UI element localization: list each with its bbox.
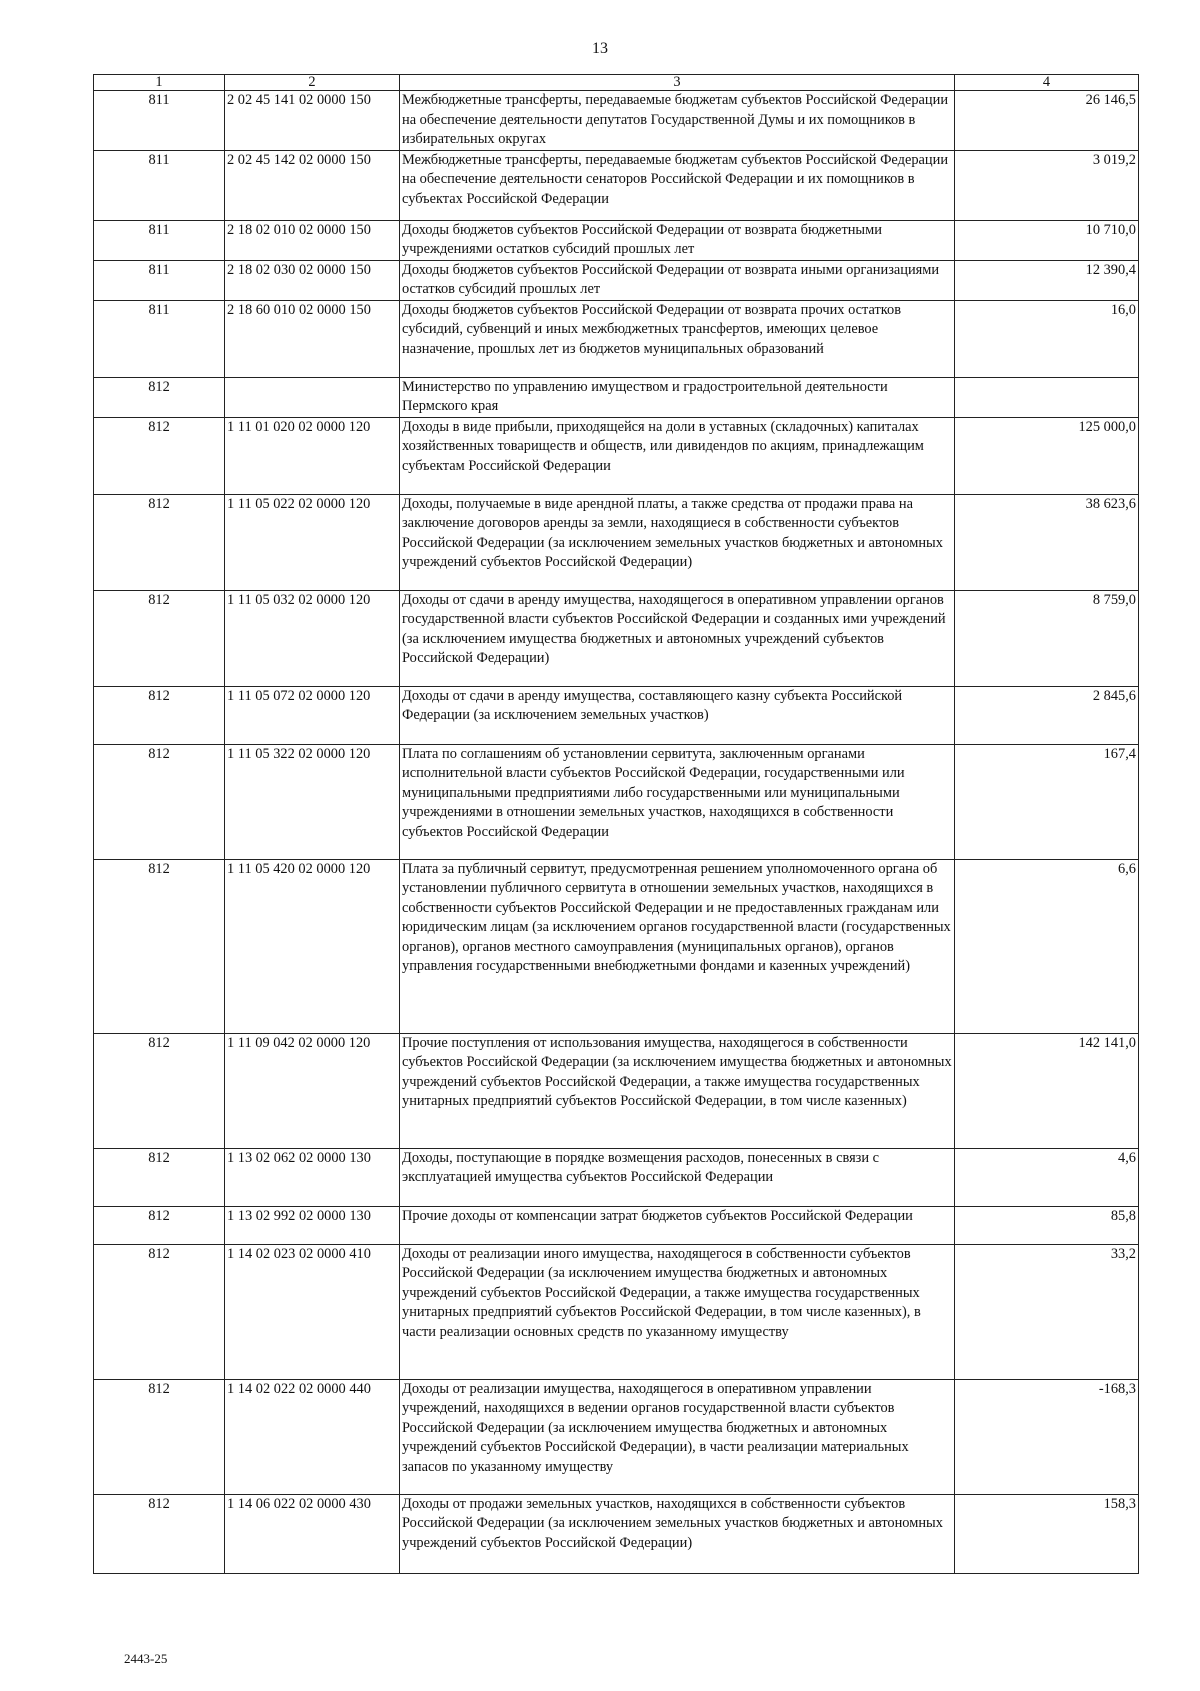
admin-code-cell: 811 bbox=[94, 260, 225, 300]
description-cell: Доходы бюджетов субъектов Российской Федерации от возврата бюджетными учреждениями остатков субсидий прошлых лет bbox=[400, 220, 955, 260]
amount-cell: 33,2 bbox=[955, 1244, 1139, 1379]
budget-code-cell: 2 02 45 141 02 0000 150 bbox=[225, 91, 400, 151]
amount-cell: 85,8 bbox=[955, 1206, 1139, 1244]
table-row bbox=[94, 300, 1139, 377]
amount-cell: 3 019,2 bbox=[955, 150, 1139, 220]
amount-cell: 158,3 bbox=[955, 1494, 1139, 1573]
admin-code-cell: 812 bbox=[94, 494, 225, 590]
header-col-2: 2 bbox=[225, 75, 400, 91]
table-row bbox=[94, 1379, 1139, 1494]
amount-cell: 6,6 bbox=[955, 859, 1139, 1033]
budget-code-cell: 2 02 45 142 02 0000 150 bbox=[225, 150, 400, 220]
admin-code-cell: 811 bbox=[94, 150, 225, 220]
header-col-1: 1 bbox=[94, 75, 225, 91]
table-row bbox=[94, 150, 1139, 220]
amount-cell: 167,4 bbox=[955, 744, 1139, 859]
table-row bbox=[94, 1206, 1139, 1244]
table-row bbox=[94, 377, 1139, 417]
table-row bbox=[94, 494, 1139, 590]
budget-code-cell bbox=[225, 377, 400, 417]
document-id: 2443-25 bbox=[124, 1651, 168, 1666]
table-row bbox=[94, 1148, 1139, 1206]
budget-code-cell: 1 11 01 020 02 0000 120 bbox=[225, 417, 400, 494]
description-cell: Доходы от сдачи в аренду имущества, находящегося в оперативном управлении органов государственной власти субъектов Российской Федерации и созданных ими учреждений (за исключением имущества бюджетных и автономных учреждений субъектов Российской Федерации) bbox=[400, 590, 955, 686]
amount-cell: 12 390,4 bbox=[955, 260, 1139, 300]
description-cell: Доходы от сдачи в аренду имущества, составляющего казну субъекта Российской Федерации (за исключением земельных участков) bbox=[400, 686, 955, 744]
admin-code-cell: 811 bbox=[94, 220, 225, 260]
admin-code-cell: 812 bbox=[94, 744, 225, 859]
description-cell: Доходы от продажи земельных участков, находящихся в собственности субъектов Российской Федерации (за исключением земельных участков бюджетных и автономных учреждений субъектов Российской Федерации) bbox=[400, 1494, 955, 1573]
table-row bbox=[94, 590, 1139, 686]
amount-cell: 10 710,0 bbox=[955, 220, 1139, 260]
amount-cell: 38 623,6 bbox=[955, 494, 1139, 590]
description-cell: Плата по соглашениям об установлении сервитута, заключенным органами исполнительной власти субъектов Российской Федерации, государственными или муниципальными предприятиями либо государственными или муниципальными учреждениями в отношении земельных участков, находящихся в собственности субъектов Российской Федерации bbox=[400, 744, 955, 859]
description-cell: Доходы, получаемые в виде арендной платы, а также средства от продажи права на заключение договоров аренды за земли, находящиеся в собственности субъектов Российской Федерации (за исключением земельных участков бюджетных и автономных учреждений субъектов Российской Федерации) bbox=[400, 494, 955, 590]
budget-code-cell: 1 11 05 322 02 0000 120 bbox=[225, 744, 400, 859]
budget-code-cell: 1 11 05 072 02 0000 120 bbox=[225, 686, 400, 744]
admin-code-cell: 812 bbox=[94, 1244, 225, 1379]
admin-code-cell: 811 bbox=[94, 300, 225, 377]
table-row bbox=[94, 417, 1139, 494]
admin-code-cell: 812 bbox=[94, 1033, 225, 1148]
amount-cell: 2 845,6 bbox=[955, 686, 1139, 744]
table-row bbox=[94, 859, 1139, 1033]
admin-code-cell: 812 bbox=[94, 1494, 225, 1573]
budget-code-cell: 1 11 09 042 02 0000 120 bbox=[225, 1033, 400, 1148]
admin-code-cell: 812 bbox=[94, 1379, 225, 1494]
table-header-row bbox=[94, 75, 1139, 91]
description-cell: Прочие поступления от использования имущества, находящегося в собственности субъектов Российской Федерации (за исключением имущества бюджетных и автономных учреждений субъектов Российской Федерации, а также имущества государственных унитарных предприятий субъектов Российской Федерации, в том числе казенных) bbox=[400, 1033, 955, 1148]
amount-cell: 16,0 bbox=[955, 300, 1139, 377]
table-row bbox=[94, 260, 1139, 300]
budget-code-cell: 1 13 02 062 02 0000 130 bbox=[225, 1148, 400, 1206]
budget-code-cell: 1 14 06 022 02 0000 430 bbox=[225, 1494, 400, 1573]
budget-code-cell: 2 18 60 010 02 0000 150 bbox=[225, 300, 400, 377]
description-cell: Доходы от реализации имущества, находящегося в оперативном управлении учреждений, находящихся в ведении органов государственной власти субъектов Российской Федерации (за исключением имущества бюджетных и автономных учреждений субъектов Российской Федерации), в части реализации материальных запасов по указанному имуществу bbox=[400, 1379, 955, 1494]
revenue-table bbox=[93, 74, 1139, 1574]
admin-code-cell: 812 bbox=[94, 1148, 225, 1206]
admin-code-cell: 812 bbox=[94, 859, 225, 1033]
header-col-4: 4 bbox=[955, 75, 1139, 91]
budget-code-cell: 1 11 05 032 02 0000 120 bbox=[225, 590, 400, 686]
table-row bbox=[94, 1494, 1139, 1573]
amount-cell: 125 000,0 bbox=[955, 417, 1139, 494]
budget-code-cell: 1 14 02 022 02 0000 440 bbox=[225, 1379, 400, 1494]
budget-code-cell: 2 18 02 010 02 0000 150 bbox=[225, 220, 400, 260]
admin-code-cell: 812 bbox=[94, 417, 225, 494]
header-col-3: 3 bbox=[400, 75, 955, 91]
description-cell: Плата за публичный сервитут, предусмотренная решением уполномоченного органа об установлении публичного сервитута в отношении земельных участков, находящихся в собственности субъектов Российской Федерации и не предоставленных гражданам или юридическим лицам (за исключением органов государственной власти (государственных органов), органов местного самоуправления (муниципальных органов), органов управления государственными внебюджетными фондами и казенных учреждений) bbox=[400, 859, 955, 1033]
description-cell: Доходы от реализации иного имущества, находящегося в собственности субъектов Российской Федерации (за исключением имущества бюджетных и автономных учреждений субъектов Российской Федерации, а также имущества государственных унитарных предприятий субъектов Российской Федерации, в том числе казенных), в части реализации основных средств по указанному имуществу bbox=[400, 1244, 955, 1379]
admin-code-cell: 812 bbox=[94, 1206, 225, 1244]
budget-code-cell: 1 11 05 420 02 0000 120 bbox=[225, 859, 400, 1033]
admin-code-cell: 812 bbox=[94, 377, 225, 417]
description-cell: Прочие доходы от компенсации затрат бюджетов субъектов Российской Федерации bbox=[400, 1206, 955, 1244]
table-row bbox=[94, 744, 1139, 859]
table-row bbox=[94, 220, 1139, 260]
description-cell: Доходы бюджетов субъектов Российской Федерации от возврата иными организациями остатков субсидий прошлых лет bbox=[400, 260, 955, 300]
table-row bbox=[94, 1033, 1139, 1148]
amount-cell: 142 141,0 bbox=[955, 1033, 1139, 1148]
table-row bbox=[94, 686, 1139, 744]
admin-code-cell: 812 bbox=[94, 686, 225, 744]
budget-code-cell: 1 11 05 022 02 0000 120 bbox=[225, 494, 400, 590]
description-cell: Министерство по управлению имуществом и градостроительной деятельности Пермского края bbox=[400, 377, 955, 417]
table-row bbox=[94, 91, 1139, 151]
admin-code-cell: 811 bbox=[94, 91, 225, 151]
amount-cell: 26 146,5 bbox=[955, 91, 1139, 151]
budget-code-cell: 2 18 02 030 02 0000 150 bbox=[225, 260, 400, 300]
admin-code-cell: 812 bbox=[94, 590, 225, 686]
amount-cell bbox=[955, 377, 1139, 417]
description-cell: Доходы бюджетов субъектов Российской Федерации от возврата прочих остатков субсидий, субвенций и иных межбюджетных трансфертов, имеющих целевое назначение, прошлых лет из бюджетов муниципальных образований bbox=[400, 300, 955, 377]
description-cell: Межбюджетные трансферты, передаваемые бюджетам субъектов Российской Федерации на обеспечение деятельности депутатов Государственной Думы и их помощников в избирательных округах bbox=[400, 91, 955, 151]
description-cell: Доходы, поступающие в порядке возмещения расходов, понесенных в связи с эксплуатацией имущества субъектов Российской Федерации bbox=[400, 1148, 955, 1206]
amount-cell: -168,3 bbox=[955, 1379, 1139, 1494]
description-cell: Доходы в виде прибыли, приходящейся на доли в уставных (складочных) капиталах хозяйственных товариществ и обществ, или дивидендов по акциям, принадлежащим субъектам Российской Федерации bbox=[400, 417, 955, 494]
amount-cell: 8 759,0 bbox=[955, 590, 1139, 686]
table-row bbox=[94, 1244, 1139, 1379]
amount-cell: 4,6 bbox=[955, 1148, 1139, 1206]
page-number: 13 bbox=[592, 40, 608, 57]
description-cell: Межбюджетные трансферты, передаваемые бюджетам субъектов Российской Федерации на обеспечение деятельности сенаторов Российской Федерации и их помощников в субъектах Российской Федерации bbox=[400, 150, 955, 220]
budget-code-cell: 1 13 02 992 02 0000 130 bbox=[225, 1206, 400, 1244]
budget-code-cell: 1 14 02 023 02 0000 410 bbox=[225, 1244, 400, 1379]
